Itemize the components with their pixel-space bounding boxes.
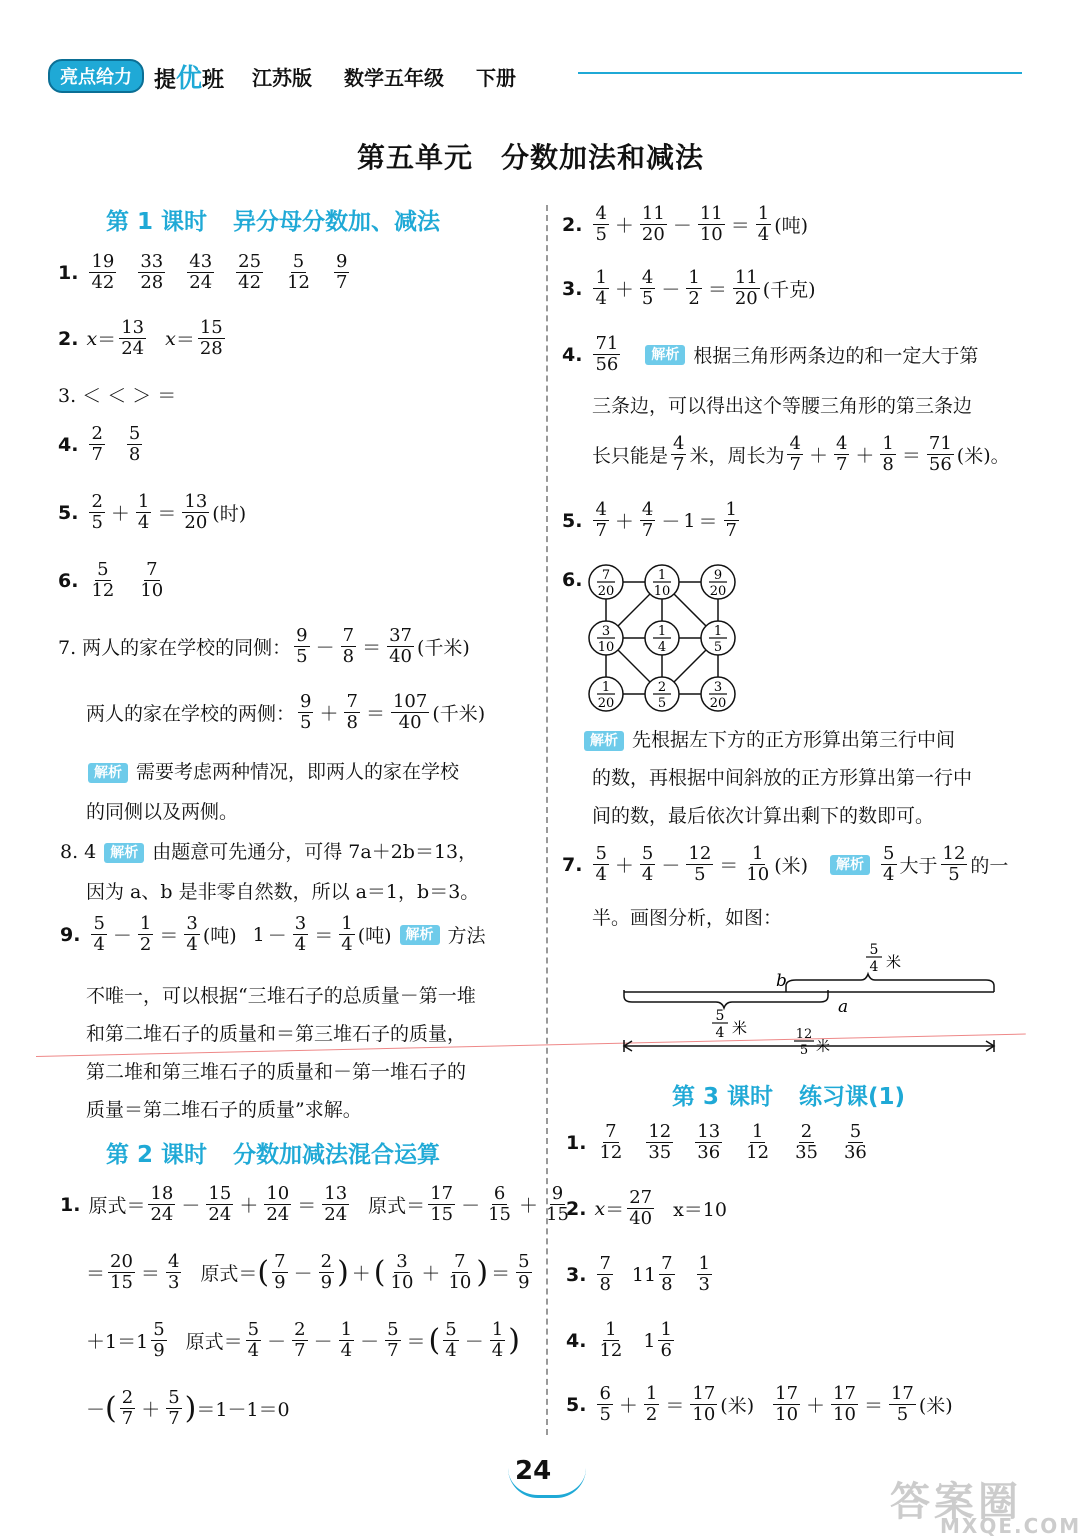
note-9-line1: 不唯一，可以根据“三堆石子的总质量－第一堆 (86, 985, 476, 1007)
svg-text:米: 米 (732, 1019, 748, 1037)
brand-logo: 亮点给力 (48, 59, 144, 93)
s2-answer-6-label: 6. (562, 569, 583, 591)
note-6-line1: 解析 先根据左下方的正方形算出第三行中间 (584, 720, 955, 760)
grid-node (701, 621, 735, 655)
section-title-lesson3: 第 3 课时 练习课(1) (672, 1084, 906, 1110)
number-grid-diagram (584, 562, 744, 718)
unit-title: 第五单元 分数加法和减法 (356, 141, 705, 174)
answer-1: 1. 19 42 33 28 43 24 25 42 5 12 9 7 (58, 251, 348, 293)
svg-text:10: 10 (653, 584, 671, 599)
watermark: 答案圈 MXQE.COM (890, 1479, 1081, 1538)
svg-text:5: 5 (869, 942, 879, 958)
note-4-line3: 长只能是 4 7 米，周长为 4 7 ＋ 4 7 ＋ 1 8 ＝ 71 56 (米)。 (592, 433, 1010, 475)
series-name: 提优班 (154, 63, 225, 94)
svg-text:9: 9 (713, 568, 723, 583)
note-9-line3: 第二堆和第三堆石子的质量和－第一堆石子的 (86, 1061, 467, 1083)
answer-2: 2. x ＝ 13 24 x ＝ 15 28 (58, 317, 223, 359)
note-9-line4: 质量＝第二堆石子的质量”求解。 (86, 1099, 362, 1121)
note-6-line3: 间的数，最后依次计算出剩下的数即可。 (592, 805, 935, 827)
grid-node (645, 677, 679, 711)
grid-node (589, 677, 623, 711)
edition: 江苏版 (252, 65, 313, 90)
subject: 数学五年级 (344, 65, 445, 90)
s2-answer-1-line3: ＋1＝1 5 9 原式 ＝ 5 4 － 2 7 － 1 4 － 5 7 ＝ ( 5 4 － 1 4 ) (86, 1319, 520, 1361)
note-7-cont: 的同侧以及两侧。 (86, 801, 239, 823)
grid-node (645, 565, 679, 599)
note-4-line2: 三条边，可以得出这个等腰三角形的第三条边 (592, 395, 973, 417)
grid-node (645, 621, 679, 655)
s3-answer-4: 4. 1 12 1 1 6 (566, 1319, 672, 1361)
grid-node (701, 565, 735, 599)
s2-answer-3: 3. 1 4 ＋ 4 5 － 1 2 ＝ 11 20 (千克) (562, 267, 816, 309)
s2-answer-7: 7. 5 4 ＋ 5 4 － 12 5 ＝ 1 10 (米) 解析 5 4 大于 12 5 的一 (562, 843, 1009, 885)
answer-7a: 7. 两人的家在学校的同侧： 9 5 － 7 8 ＝ 37 40 (千米) (58, 625, 470, 667)
svg-text:5: 5 (713, 640, 723, 655)
svg-text:b: b (776, 971, 787, 991)
s2-answer-1-line2: ＝ 20 15 ＝ 4 3 原式 ＝ ( 7 9 － 2 9 ) ＋ ( 3 10 ＋ 7 10 ) ＝ 5 9 (86, 1251, 530, 1293)
s2-answer-5: 5. 4 7 ＋ 4 7 － 1 ＝ 1 7 (562, 499, 737, 541)
grid-node (589, 565, 623, 599)
s2-answer-4: 4. 71 56 解析 根据三角形两条边的和一定大于第 (562, 333, 979, 375)
note-7r-line2: 半。画图分析，如图： (592, 907, 783, 929)
svg-text:1: 1 (657, 568, 667, 583)
s2-answer-1-line1: 1. 原式 ＝ 18 24 － 15 24 ＋ 10 24 ＝ 13 24 原式 ＝ 17 15 － 6 15 ＋ 9 15 (60, 1183, 569, 1225)
answer-6: 6. 5 12 7 10 (58, 559, 164, 601)
note-9-line2: 和第二堆石子的质量和＝第三堆石子的质量， (86, 1023, 467, 1045)
s3-answer-2: 2. x ＝ 27 40 x＝10 (566, 1187, 727, 1229)
page-number-swoosh (508, 1468, 586, 1498)
note-6-line2: 的数，再根据中间斜放的正方形算出第一行中 (592, 767, 973, 789)
answer-8-cont: 因为 a、b 是非零自然数，所以 a＝1，b＝3。 (86, 881, 480, 903)
grid-node (701, 677, 735, 711)
svg-text:5: 5 (715, 1008, 725, 1024)
svg-text:3: 3 (713, 680, 723, 695)
answer-8: 8. 4 解析 由题意可先通分，可得 7a＋2b＝13， (60, 841, 478, 863)
svg-text:7: 7 (601, 568, 611, 583)
svg-text:3: 3 (601, 624, 611, 639)
grid-node (589, 621, 623, 655)
svg-text:1: 1 (657, 624, 667, 639)
svg-text:5: 5 (799, 1043, 809, 1058)
answer-3: 3. ＜ ＜ ＞ ＝ (58, 385, 177, 407)
segment-diagram (616, 940, 1000, 1068)
svg-text:20: 20 (709, 584, 727, 599)
svg-text:10: 10 (597, 640, 615, 655)
answer-9: 9. 5 4 － 1 2 ＝ 3 4 (吨) 1 － 3 4 ＝ 1 4 (吨) 解析 方法 (60, 913, 486, 955)
answer-7b: 两人的家在学校的两侧： 9 5 ＋ 7 8 ＝ 107 40 (千米) (86, 691, 486, 733)
s3-answer-3: 3. 7 8 11 7 8 1 3 (566, 1253, 710, 1295)
s3-answer-5: 5. 6 5 ＋ 1 2 ＝ 17 10 (米) 17 10 ＋ 17 10 ＝ 17 5 (米) (566, 1383, 953, 1425)
svg-text:20: 20 (597, 696, 615, 711)
svg-text:12: 12 (795, 1027, 813, 1042)
volume: 下册 (476, 65, 517, 90)
answer-5: 5. 2 5 ＋ 1 4 ＝ 13 20 (时) (58, 491, 247, 533)
svg-text:米: 米 (816, 1039, 830, 1055)
s2-answer-1-line4: － ( 2 7 ＋ 5 7 ) ＝1－1＝0 (86, 1387, 290, 1429)
s3-answer-1: 1. 7 12 12 35 13 36 1 12 2 35 5 36 (566, 1121, 867, 1163)
s2-answer-2: 2. 4 5 ＋ 11 20 － 11 10 ＝ 1 4 (吨) (562, 203, 809, 245)
svg-text:20: 20 (709, 696, 727, 711)
svg-text:4: 4 (869, 959, 879, 975)
svg-text:20: 20 (597, 584, 615, 599)
section-title-lesson2: 第 2 课时 分数加减法混合运算 (106, 1142, 441, 1168)
svg-text:4: 4 (657, 640, 667, 655)
svg-text:1: 1 (713, 624, 723, 639)
svg-text:a: a (838, 997, 849, 1017)
svg-text:2: 2 (657, 680, 667, 695)
svg-text:4: 4 (715, 1025, 725, 1041)
header-rule (578, 72, 1022, 74)
section-title-lesson1: 第 1 课时 异分母分数加、减法 (106, 209, 441, 235)
answer-4: 4. 2 7 5 8 (58, 423, 141, 465)
column-divider (546, 205, 548, 1435)
svg-text:1: 1 (601, 680, 611, 695)
header-bar (48, 58, 538, 94)
svg-text:米: 米 (886, 953, 902, 971)
note-7: 解析 需要考虑两种情况，即两人的家在学校 (80, 752, 459, 792)
svg-text:5: 5 (657, 696, 667, 711)
page-number: 24 (515, 1456, 552, 1486)
